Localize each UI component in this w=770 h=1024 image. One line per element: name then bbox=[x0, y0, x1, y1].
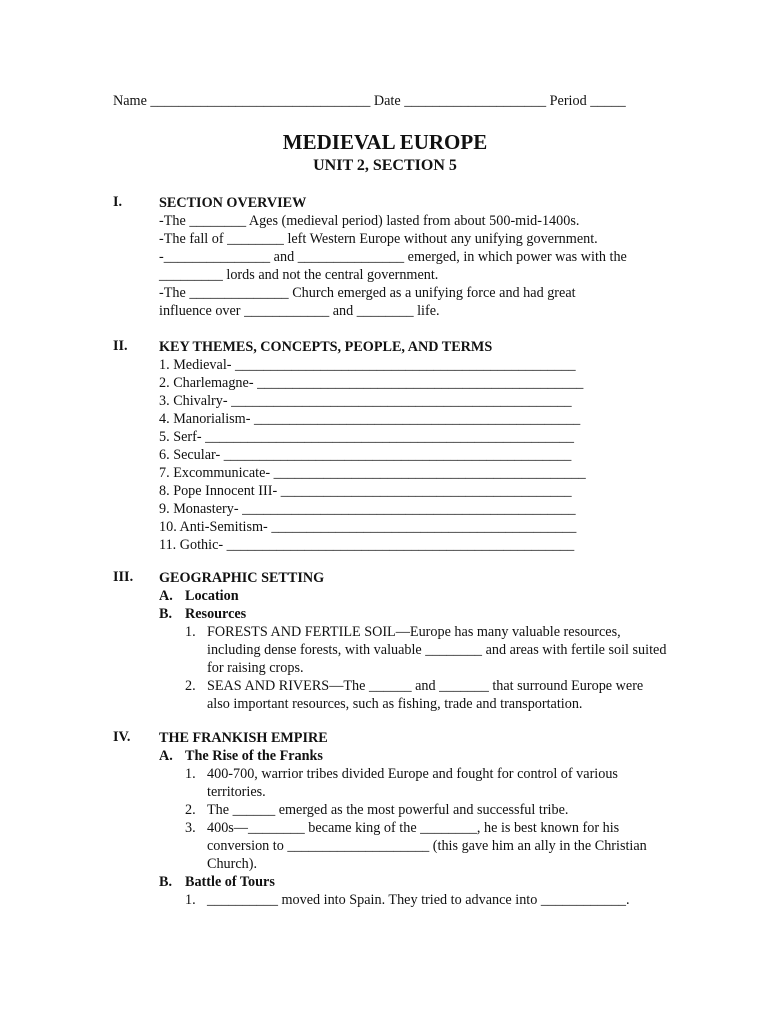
overview-line: -_______________ and _______________ emerged, in which power was with the bbox=[159, 249, 627, 265]
subsection-letter: A. bbox=[159, 588, 173, 604]
term-line: 3. Chivalry- ________________________________________________ bbox=[159, 393, 572, 409]
subsection-letter: B. bbox=[159, 606, 173, 622]
list-item bbox=[185, 819, 673, 873]
section-key-terms bbox=[113, 338, 673, 554]
item-text: 400-700, warrior tribes divided Europe and fought for control of various territories. bbox=[207, 766, 618, 800]
item-number: 2. bbox=[185, 678, 196, 694]
name-date-period-line: Name _______________________________ Date ____________________ Period _____ bbox=[113, 93, 626, 109]
term-line: 2. Charlemagne- ______________________________________________ bbox=[159, 375, 584, 391]
item-number: 2. bbox=[185, 802, 196, 818]
term-line: 10. Anti-Semitism- ___________________________________________ bbox=[159, 519, 577, 535]
item-text: 400s—________ became king of the ________, he is best known for his conversion to ____________________ (this gave him an ally in the Christian Church). bbox=[207, 820, 647, 872]
section-heading: GEOGRAPHIC SETTING bbox=[159, 570, 325, 586]
page-title: MEDIEVAL EUROPE bbox=[282, 130, 488, 154]
term-line: 9. Monastery- _______________________________________________ bbox=[159, 501, 576, 517]
list-item bbox=[185, 801, 673, 819]
term-line: 7. Excommunicate- ____________________________________________ bbox=[159, 465, 586, 481]
list-item bbox=[185, 891, 673, 909]
item-number: 3. bbox=[185, 820, 196, 836]
page-subtitle: UNIT 2, SECTION 5 bbox=[313, 157, 457, 174]
item-text: The ______ emerged as the most powerful and successful tribe. bbox=[207, 802, 569, 818]
overview-line: influence over ____________ and ________ life. bbox=[159, 303, 440, 319]
list-item bbox=[185, 677, 673, 713]
overview-line: -The ________ Ages (medieval period) lasted from about 500-mid-1400s. bbox=[159, 213, 580, 229]
section-heading: KEY THEMES, CONCEPTS, PEOPLE, AND TERMS bbox=[159, 339, 493, 355]
overview-line: -The ______________ Church emerged as a unifying force and had great bbox=[159, 285, 576, 301]
section-overview bbox=[113, 194, 673, 320]
term-line: 5. Serf- ____________________________________________________ bbox=[159, 429, 574, 445]
subsection-letter: B. bbox=[159, 874, 173, 890]
item-number: 1. bbox=[185, 892, 196, 908]
term-line: 8. Pope Innocent III- _________________________________________ bbox=[159, 483, 572, 499]
subsection-label: The Rise of the Franks bbox=[185, 748, 323, 764]
overview-line: _________ lords and not the central government. bbox=[159, 267, 439, 283]
item-number: 1. bbox=[185, 624, 196, 640]
list-item bbox=[185, 765, 673, 801]
section-heading: THE FRANKISH EMPIRE bbox=[159, 730, 328, 746]
section-geographic-setting bbox=[113, 569, 673, 713]
subsection-label: Location bbox=[185, 588, 239, 604]
term-line: 1. Medieval- ________________________________________________ bbox=[159, 357, 576, 373]
item-text: SEAS AND RIVERS—The ______ and _______ that surround Europe were also important resources, such as fishing, trade and transportation. bbox=[207, 678, 644, 712]
term-line: 6. Secular- _________________________________________________ bbox=[159, 447, 572, 463]
item-text: FORESTS AND FERTILE SOIL—Europe has many valuable resources, including dense forests, with valuable ________ and areas with fertile soil suited for raising crops. bbox=[207, 624, 667, 676]
subsection-letter: A. bbox=[159, 748, 173, 764]
section-numeral: I. bbox=[113, 194, 123, 210]
subsection-label: Battle of Tours bbox=[185, 874, 275, 890]
section-frankish-empire bbox=[113, 729, 673, 909]
term-line: 4. Manorialism- ______________________________________________ bbox=[159, 411, 581, 427]
list-item bbox=[185, 623, 673, 677]
section-heading: SECTION OVERVIEW bbox=[159, 195, 307, 211]
item-number: 1. bbox=[185, 766, 196, 782]
section-numeral: IV. bbox=[113, 729, 131, 745]
subsection-label: Resources bbox=[185, 606, 247, 622]
overview-line: -The fall of ________ left Western Europe without any unifying government. bbox=[159, 231, 598, 247]
item-text: __________ moved into Spain. They tried to advance into ____________. bbox=[207, 892, 630, 908]
term-line: 11. Gothic- _________________________________________________ bbox=[159, 537, 575, 553]
section-numeral: II. bbox=[113, 338, 128, 354]
section-numeral: III. bbox=[113, 569, 134, 585]
